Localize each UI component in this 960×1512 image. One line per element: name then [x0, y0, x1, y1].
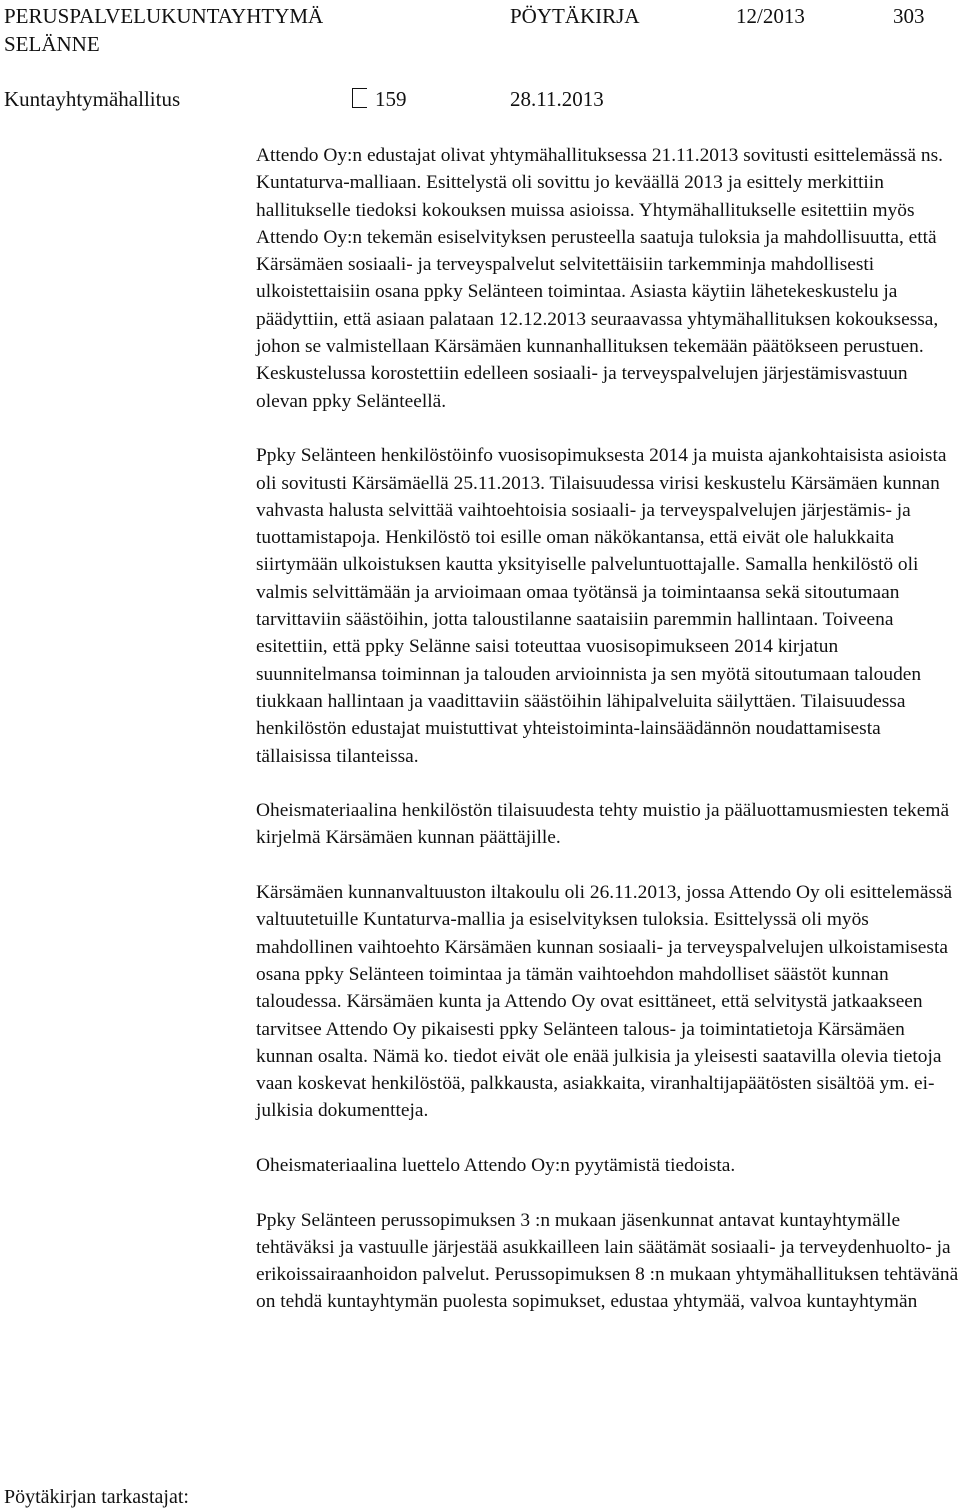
- page-number: 303: [893, 4, 925, 28]
- paragraph-attendo-presentation: Attendo Oy:n edustajat olivat yhtymähallituksessa 21.11.2013 sovitusti esittelemässä ns. Kuntaturva-malliaan. Esittelystä oli sovittu jo keväällä 2013 ja esittely merkittiin hallitukselle tiedoksi kokouksen muissa asioissa. Yhtymähallitukselle esitettiin myös Attendo Oy:n tekemän esiselvityksen perusteella saatuja tuloksia ja mahdollisuutta, että Kärsämäen sosiaali- ja terveyspalvelut selvitettäisiin tarkemminja mahdollisesti ulkoistettaisiin osana ppky Selänteen toimintaa. Asiasta käytiin lähetekeskustelu ja päädyttiin, että asiaan palataan 12.12.2013 seuraavassa yhtymähallituksen kokouksessa, johon se valmistellaan Kärsämäen kunnanhallituksen tekemään päätökseen perustuen. Keskustelussa korostettiin edelleen sosiaali- ja terveyspalvelujen järjestämisvastuun olevan ppky Selänteellä.: [256, 145, 944, 412]
- section-bracket-icon: [352, 88, 367, 108]
- paragraph-attachment-memo: Oheismateriaalina henkilöstön tilaisuudesta tehty muistio ja pääluottamusmiesten tekemä kirjelmä Kärsämäen kunnan päättäjille.: [256, 800, 950, 849]
- organization-name-line2: SELÄNNE: [4, 32, 100, 56]
- minutes-body: [256, 142, 960, 1316]
- minutes-checkers-label: Pöytäkirjan tarkastajat:: [4, 1486, 189, 1508]
- paragraph-council-evening: Kärsämäen kunnanvaltuuston iltakoulu oli 26.11.2013, jossa Attendo Oy oli esittelemässä valtuutetuille Kuntaturva-mallia ja esiselvityksen tuloksia. Esittelyssä oli myös mahdollinen vaihtoehto Kärsämäen kunnan sosiaali- ja terveyspalvelujen ulkoistamisesta osana ppky Selänteen toimintaa ja tämän vaihtoehdon mahdolliset säästöt kunnan taloudessa. Kärsämäen kunta ja Attendo Oy ovat esittäneet, että selvitystä jatkaakseen tarvitsee Attendo Oy pikaisesti ppky Selänteen talous- ja toimintatietoja Kärsämäen kunnan osalta. Nämä ko. tiedot eivät ole enää julkisia ja yleisesti saatavilla olevia tietoja vaan koskevat henkilöstöä, palkkausta, asiakkaita, viranhaltijapäätösten sisältöä ym. ei-julkisia dokumentteja.: [256, 882, 953, 1122]
- meeting-date: 28.11.2013: [510, 87, 604, 111]
- document-type: PÖYTÄKIRJA: [510, 4, 640, 28]
- document-number: 12/2013: [736, 4, 805, 28]
- paragraph-staff-info: Ppky Selänteen henkilöstöinfo vuosisopimuksesta 2014 ja muista ajankohtaisista asioista oli sovitusti Kärsämäellä 25.11.2013. Tilaisuudessa virisi keskustelu Kärsämäen kunnan vahvasta halusta selvittää vaihtoehtoisia sosiaali- ja terveyspalvelujen järjestämis- ja tuottamistapoja. Henkilöstö toi esille oman näkökantansa, että eivät ole halukkaita siirtymään ulkoistuksen kautta yksityiselle palveluntuottajalle. Samalla henkilöstö oli valmis selvittämään ja arvioimaan omaa työtänsä ja toimintaansa sekä sitoutumaan tarvittaviin säästöihin, jotta taloustilanne saataisiin paremmin hallintaan. Toiveena esitettiin, että ppky Selänne saisi toteuttaa vuosisopimukseen 2014 kirjatun suunnitelmansa toiminnan ja talouden arvioinnista ja sen myötä sitoutumaan talouden tiukkaan hallintaan ja vaadittaviin säästöihin lähipalveluita säilyttäen. Tilaisuudessa henkilöstön edustajat muistuttivat yhteistoiminta-lainsäädännön noudattamisesta tällaisissa tilanteissa.: [256, 445, 947, 767]
- paragraph-basic-agreement: Ppky Selänteen perussopimuksen 3 :n mukaan jäsenkunnat antavat kuntayhtymälle tehtäväksi ja vastuulle järjestää asukkailleen lain säätämät sosiaali- ja terveydenhuolto- ja erikoissairaanhoidon palvelut. Perussopimuksen 8 :n mukaan yhtymähallituksen tehtävänä on tehdä kuntayhtymän puolesta sopimukset, edustaa yhtymää, valvoa kuntayhtymän: [256, 1209, 959, 1313]
- governing-body-name: Kuntayhtymähallitus: [4, 87, 181, 111]
- paragraph-attachment-list: Oheismateriaalina luettelo Attendo Oy:n pyytämistä tiedoista.: [256, 1154, 736, 1176]
- section-number: 159: [375, 87, 407, 111]
- organization-name: PERUSPALVELUKUNTAYHTYMÄ: [4, 4, 324, 28]
